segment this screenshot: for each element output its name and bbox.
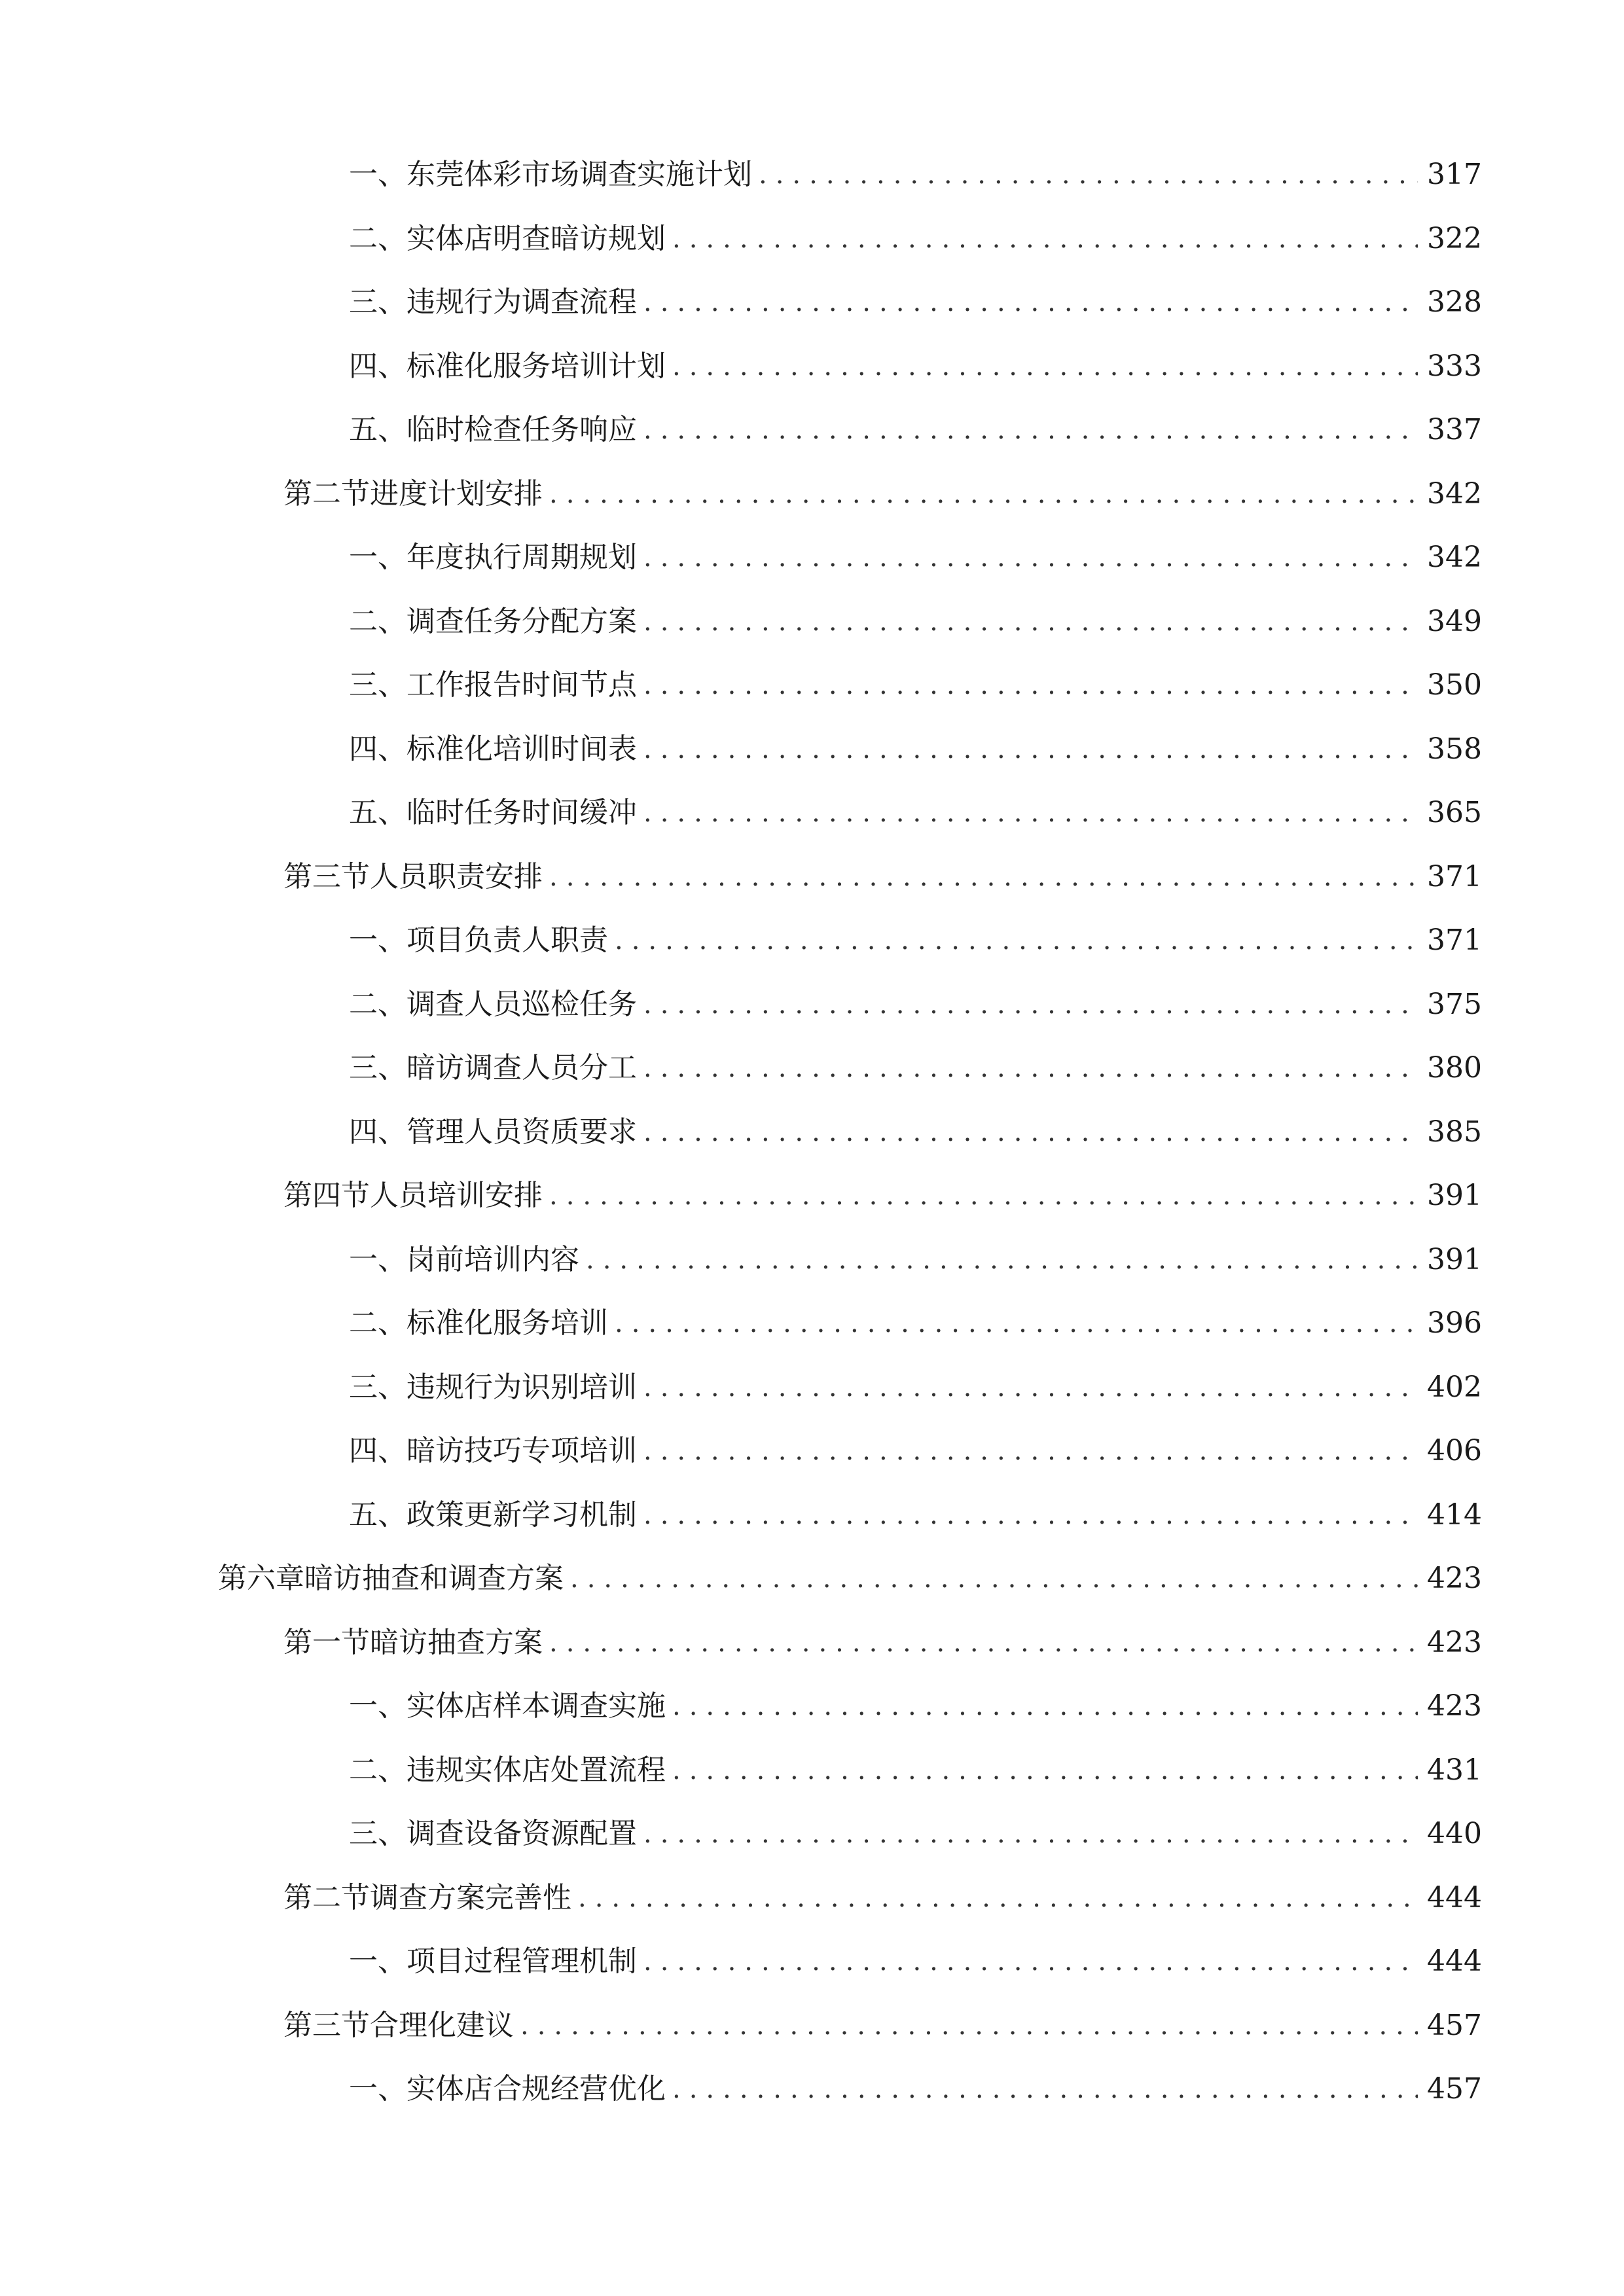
dot-leader: [520, 2000, 1418, 2052]
toc-entry-page-number: 457: [1427, 2072, 1482, 2106]
toc-entry-number: 第三节: [283, 860, 370, 893]
dot-leader: [643, 404, 1418, 456]
toc-entry-page-number: 406: [1427, 1434, 1482, 1467]
toc-entry-title: 调查方案完善性: [370, 1881, 571, 1914]
dot-leader: [672, 2063, 1418, 2115]
toc-entry-number: 一、: [349, 1243, 406, 1276]
toc-entry-number: 五、: [349, 1498, 406, 1532]
dot-leader: [643, 1808, 1418, 1860]
toc-entry-title: 实体店样本调查实施: [406, 1689, 666, 1723]
dot-leader: [549, 468, 1418, 520]
toc-entry-title: 实体店明查暗访规划: [406, 222, 666, 255]
dot-leader: [570, 1552, 1418, 1605]
toc-entry-page-number: 337: [1427, 413, 1482, 446]
toc-entry-number: 一、: [349, 1945, 406, 1978]
toc-entry-number: 四、: [349, 1434, 406, 1467]
toc-entry-number: 一、: [349, 2072, 406, 2106]
toc-entry-section[interactable]: [283, 1170, 1482, 1222]
toc-entry-title: 东莞体彩市场调查实施计划: [406, 158, 752, 191]
toc-entry-item[interactable]: [349, 1425, 1482, 1477]
dot-leader: [615, 914, 1418, 967]
toc-entry-page-number: 328: [1427, 285, 1482, 319]
dot-leader: [615, 1297, 1418, 1350]
toc-entry-title: 临时检查任务响应: [406, 413, 637, 446]
toc-entry-title: 调查设备资源配置: [406, 1817, 637, 1850]
toc-entry-item[interactable]: [349, 1361, 1482, 1414]
toc-entry-number: 二、: [349, 1306, 406, 1340]
toc-entry-number: 第一节: [283, 1626, 370, 1659]
dot-leader: [549, 851, 1418, 903]
toc-entry-item[interactable]: [349, 1808, 1482, 1860]
toc-entry-title: 合理化建议: [370, 2009, 514, 2042]
toc-entry-title: 暗访抽查和调查方案: [304, 1562, 564, 1595]
dot-leader: [759, 149, 1418, 201]
toc-entry-section[interactable]: [283, 1617, 1482, 1669]
toc-entry-number: 二、: [349, 605, 406, 638]
toc-entry-title: 岗前培训内容: [406, 1243, 579, 1276]
toc-entry-number: 四、: [349, 1115, 406, 1149]
toc-entry-title: 暗访技巧专项培训: [406, 1434, 637, 1467]
toc-entry-item[interactable]: [349, 2063, 1482, 2115]
toc-entry-page-number: 342: [1427, 477, 1482, 511]
dot-leader: [643, 978, 1418, 1031]
dot-leader: [578, 1872, 1418, 1924]
toc-entry-title: 年度执行周期规划: [406, 541, 637, 574]
toc-entry-number: 三、: [349, 1371, 406, 1404]
dot-leader: [643, 723, 1418, 776]
toc-entry-item[interactable]: [349, 149, 1482, 201]
toc-entry-title: 暗访抽查方案: [370, 1626, 543, 1659]
dot-leader: [643, 531, 1418, 584]
toc-entry-number: 第三节: [283, 2009, 370, 2042]
toc-entry-page-number: 350: [1427, 668, 1482, 702]
toc-entry-page-number: 396: [1427, 1306, 1482, 1340]
toc-entry-title: 项目过程管理机制: [406, 1945, 637, 1978]
toc-entry-chapter[interactable]: [218, 1552, 1482, 1605]
toc-entry-title: 工作报告时间节点: [406, 668, 637, 702]
toc-entry-title: 调查任务分配方案: [406, 605, 637, 638]
toc-entry-item[interactable]: [349, 1489, 1482, 1541]
toc-entry-number: 二、: [349, 988, 406, 1021]
toc-entry-number: 四、: [349, 350, 406, 383]
toc-entry-number: 第六章: [218, 1562, 304, 1595]
toc-entry-title: 人员培训安排: [370, 1179, 543, 1212]
toc-entry-title: 项目负责人职责: [406, 924, 608, 957]
toc-entry-section[interactable]: [283, 468, 1482, 520]
toc-entry-page-number: 380: [1427, 1051, 1482, 1085]
toc-entry-page-number: 423: [1427, 1562, 1482, 1595]
toc-entry-page-number: 423: [1427, 1689, 1482, 1723]
toc-entry-page-number: 333: [1427, 350, 1482, 383]
toc-entry-title: 标准化培训时间表: [406, 732, 637, 766]
toc-entry-page-number: 444: [1427, 1945, 1482, 1978]
toc-entry-page-number: 391: [1427, 1179, 1482, 1212]
toc-entry-section[interactable]: [283, 1872, 1482, 1924]
toc-entry-number: 二、: [349, 222, 406, 255]
toc-entry-title: 政策更新学习机制: [406, 1498, 637, 1532]
toc-entry-item[interactable]: [349, 531, 1482, 584]
dot-leader: [643, 787, 1418, 839]
toc-entry-number: 五、: [349, 413, 406, 446]
toc-entry-page-number: 440: [1427, 1817, 1482, 1850]
toc-entry-number: 五、: [349, 796, 406, 829]
toc-entry-page-number: 371: [1427, 860, 1482, 893]
toc-entry-item[interactable]: [349, 1106, 1482, 1158]
toc-entry-number: 四、: [349, 732, 406, 766]
dot-leader: [643, 1489, 1418, 1541]
toc-entry-page-number: 342: [1427, 541, 1482, 574]
toc-entry-title: 标准化服务培训: [406, 1306, 608, 1340]
toc-entry-number: 一、: [349, 158, 406, 191]
toc-entry-item[interactable]: [349, 1935, 1482, 1988]
toc-entry-title: 标准化服务培训计划: [406, 350, 666, 383]
toc-entry-item[interactable]: [349, 787, 1482, 839]
toc-entry-number: 第二节: [283, 1881, 370, 1914]
toc-entry-page-number: 349: [1427, 605, 1482, 638]
toc-entry-title: 人员职责安排: [370, 860, 543, 893]
toc-entry-title: 违规行为识别培训: [406, 1371, 637, 1404]
toc-entry-page-number: 385: [1427, 1115, 1482, 1149]
dot-leader: [643, 659, 1418, 711]
toc-entry-number: 一、: [349, 541, 406, 574]
toc-entry-title: 暗访调查人员分工: [406, 1051, 637, 1085]
toc-entry-number: 第二节: [283, 477, 370, 511]
toc-entry-number: 第四节: [283, 1179, 370, 1212]
toc-entry-page-number: 375: [1427, 988, 1482, 1021]
toc-entry-page-number: 322: [1427, 222, 1482, 255]
toc-entry-number: 三、: [349, 1817, 406, 1850]
toc-entry-title: 进度计划安排: [370, 477, 543, 511]
dot-leader: [643, 1361, 1418, 1414]
dot-leader: [672, 1744, 1418, 1797]
dot-leader: [672, 340, 1418, 393]
toc-entry-page-number: 365: [1427, 796, 1482, 829]
dot-leader: [643, 1935, 1418, 1988]
toc-entry-page-number: 423: [1427, 1626, 1482, 1659]
toc-entry-title: 管理人员资质要求: [406, 1115, 637, 1149]
toc-entry-item[interactable]: [349, 1744, 1482, 1797]
dot-leader: [549, 1170, 1418, 1222]
toc-entry-page-number: 391: [1427, 1243, 1482, 1276]
toc-entry-item[interactable]: [349, 213, 1482, 265]
dot-leader: [672, 1680, 1418, 1732]
dot-leader: [643, 276, 1418, 329]
toc-entry-title: 违规实体店处置流程: [406, 1753, 666, 1787]
dot-leader: [586, 1234, 1418, 1286]
toc-entry-number: 三、: [349, 668, 406, 702]
toc-entry-number: 一、: [349, 924, 406, 957]
toc-entry-page-number: 431: [1427, 1753, 1482, 1787]
toc-entry-item[interactable]: [349, 404, 1482, 456]
dot-leader: [643, 596, 1418, 648]
toc-entry-page-number: 457: [1427, 2009, 1482, 2042]
dot-leader: [643, 1425, 1418, 1477]
dot-leader: [672, 213, 1418, 265]
toc-entry-item[interactable]: [349, 340, 1482, 393]
toc-entry-page-number: 371: [1427, 924, 1482, 957]
toc-entry-section[interactable]: [283, 851, 1482, 903]
toc-entry-item[interactable]: [349, 914, 1482, 967]
toc-entry-page-number: 414: [1427, 1498, 1482, 1532]
toc-entry-item[interactable]: [349, 276, 1482, 329]
toc-entry-number: 一、: [349, 1689, 406, 1723]
toc-entry-title: 违规行为调查流程: [406, 285, 637, 319]
toc-entry-number: 二、: [349, 1753, 406, 1787]
toc-entry-page-number: 358: [1427, 732, 1482, 766]
toc-entry-page-number: 317: [1427, 158, 1482, 191]
dot-leader: [643, 1106, 1418, 1158]
toc-entry-item[interactable]: [349, 978, 1482, 1031]
toc-entry-item[interactable]: [349, 1680, 1482, 1732]
toc-entry-item[interactable]: [349, 1042, 1482, 1094]
dot-leader: [549, 1617, 1418, 1669]
toc-entry-page-number: 402: [1427, 1371, 1482, 1404]
toc-entry-number: 三、: [349, 1051, 406, 1085]
toc-entry-number: 三、: [349, 285, 406, 319]
toc-entry-title: 实体店合规经营优化: [406, 2072, 666, 2106]
dot-leader: [643, 1042, 1418, 1094]
toc-entry-item[interactable]: [349, 659, 1482, 711]
toc-entry-section[interactable]: [283, 2000, 1482, 2052]
toc-entry-item[interactable]: [349, 596, 1482, 648]
toc-entry-item[interactable]: [349, 723, 1482, 776]
toc-entry-item[interactable]: [349, 1234, 1482, 1286]
toc-entry-item[interactable]: [349, 1297, 1482, 1350]
toc-entry-title: 调查人员巡检任务: [406, 988, 637, 1021]
toc-entry-title: 临时任务时间缓冲: [406, 796, 637, 829]
toc-entry-page-number: 444: [1427, 1881, 1482, 1914]
